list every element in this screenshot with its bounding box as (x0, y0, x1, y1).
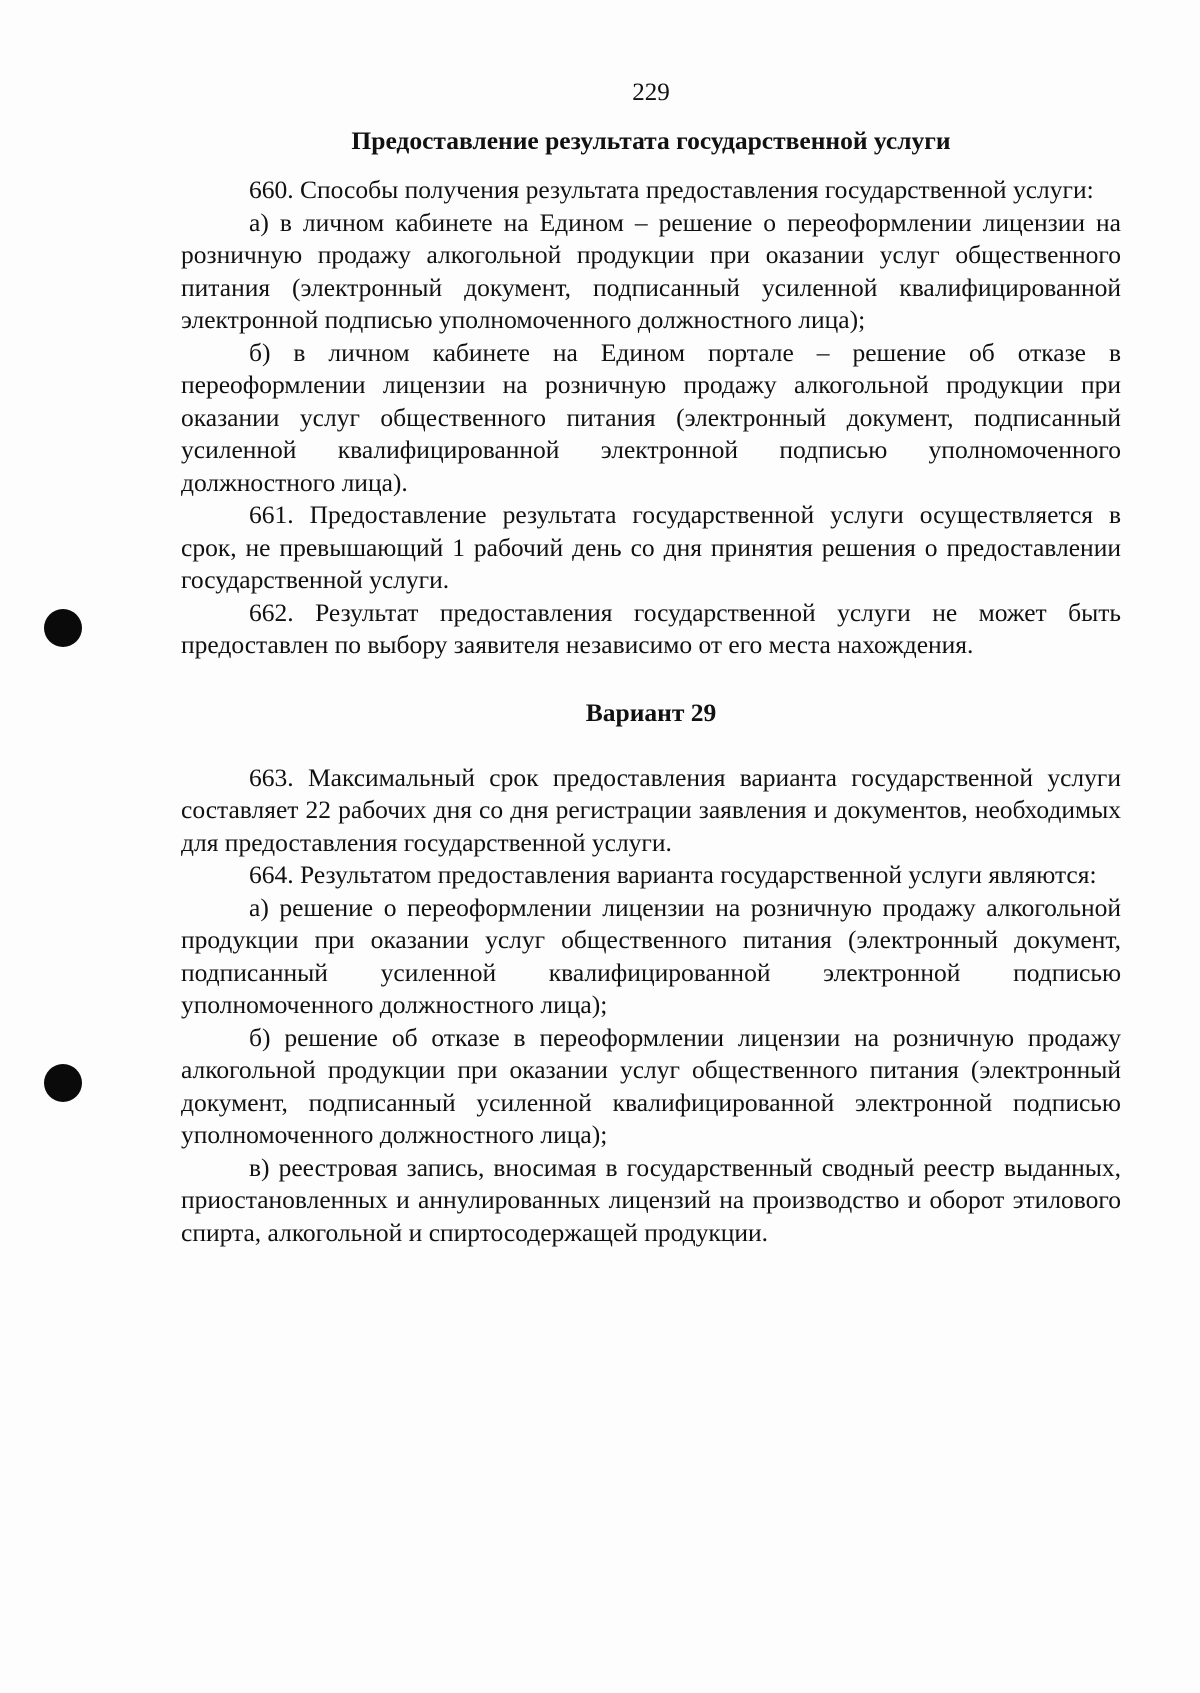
document-body (181, 78, 1121, 1249)
page-number: 229 (632, 79, 670, 106)
paragraph-664: 664. Результатом предоставления варианта государственной услуги являются: (249, 860, 1097, 889)
paragraph-662: 662. Результат предоставления государственной услуги не может быть предоставлен по выбору заявителя независимо от его места нахождения. (181, 597, 1121, 659)
section-heading: Предоставление результата государственной услуги (351, 126, 951, 155)
punch-hole-bottom (44, 1064, 82, 1102)
variant-heading: Вариант 29 (585, 697, 717, 727)
paragraph-660-a: а) в личном кабинете на Едином – решение о переоформлении лицензии на розничную продажу алкогольной продукции при оказании услуг общественного питания (электронный документ, подписанный усиленной квалифицированной электронной подписью уполномоченного должностного лица); (181, 207, 1121, 334)
punch-hole-top (44, 609, 82, 647)
paragraph-660-b: б) в личном кабинете на Едином портале – решение об отказе в переоформлении лицензии на розничную продажу алкогольной продукции при оказании услуг общественного питания (электронный документ, подписанный усиленной квалифицированной электронной подписью уполномоченного должностного лица). (181, 337, 1121, 497)
paragraph-664-a: а) решение о переоформлении лицензии на розничную продажу алкогольной продукции при оказании услуг общественного питания (электронный документ, подписанный усиленной квалифицированной электронной подписью уполномоченного должностного лица); (181, 892, 1121, 1019)
paragraph-664-c: в) реестровая запись, вносимая в государственный сводный реестр выданных, приостановленных и аннулированных лицензий на производство и оборот этилового спирта, алкогольной и спиртосодержащей продукции. (181, 1152, 1121, 1247)
paragraph-661: 661. Предоставление результата государственной услуги осуществляется в срок, не превышающий 1 рабочий день со дня принятия решения о предоставлении государственной услуги. (181, 500, 1121, 594)
paragraph-660: 660. Способы получения результата предоставления государственной услуги: (249, 175, 1094, 204)
paragraph-663: 663. Максимальный срок предоставления варианта государственной услуги составляет 22 рабочих дня со дня регистрации заявления и документов, необходимых для предоставления государственной услуги. (181, 762, 1121, 857)
paragraph-664-b: б) решение об отказе в переоформлении лицензии на розничную продажу алкогольной продукции при оказании услуг общественного питания (электронный документ, подписанный усиленной квалифицированной электронной подписью уполномоченного должностного лица); (181, 1022, 1121, 1149)
